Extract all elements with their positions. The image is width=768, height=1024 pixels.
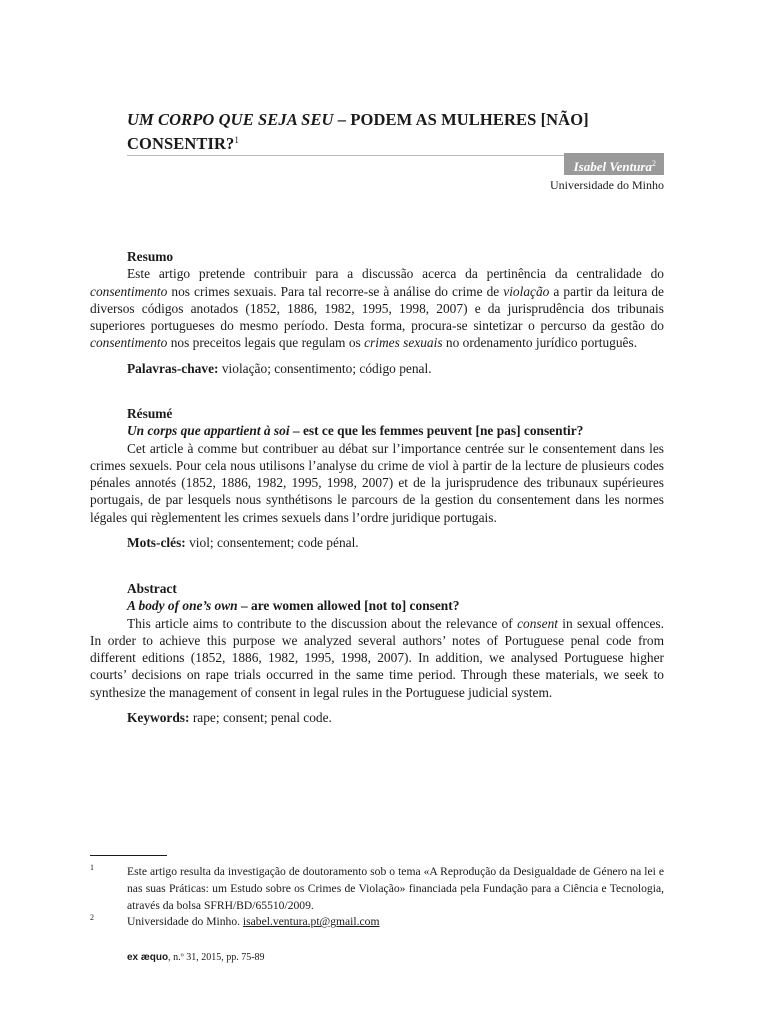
abstract-heading: Abstract [127, 581, 177, 596]
abstract-paragraph: This article aims to contribute to the discussion about the relevance of consent in sexual offences. In order to achieve this purpose we analyzed several authors’ notes of Portuguese penal code from different editions (1852, 1886, 1982, 1995, 1998, 2007). In addition, we analysed Portuguese higher courts’ decisions on rape trials occurred in the same time period. Through these materials, we seek to synthesize the management of consent in legal rules in the Portuguese judicial system. [90, 615, 664, 700]
abstract-keywords: Keywords: rape; consent; penal code. [127, 710, 332, 726]
article-title [127, 110, 667, 154]
resume-keywords: Mots-clés: viol; consentement; code pénal. [127, 535, 359, 551]
footnote-1-text: Este artigo resulta da investigação de doutoramento sob o tema «A Reprodução da Desigualdade de Género na lei e nas suas Práticas: um Estudo sobre os Crimes de Violação» financiada pela Fundação para a Ciência e Tecnologia, através da bolsa SFRH/BD/65510/2009. [127, 865, 664, 912]
title-footnote-ref[interactable]: 1 [234, 135, 239, 145]
footnote-2-text: Universidade do Minho. isabel.ventura.pt@gmail.com [127, 915, 380, 928]
resumo-heading: Resumo [127, 249, 174, 264]
footnote-1-number: 1 [90, 863, 94, 872]
author-email-link[interactable]: isabel.ventura.pt@gmail.com [242, 915, 380, 928]
resume-title: Un corps que appartient à soi – est ce que les femmes peuvent [ne pas] consentir? [127, 423, 584, 439]
resumo-keywords: Palavras-chave: violação; consentimento; código penal. [127, 360, 432, 376]
resume-section [90, 405, 664, 551]
journal-name: ex æquo [127, 952, 169, 963]
author-footnote-ref[interactable]: 2 [652, 159, 656, 168]
author-name: Isabel Ventura [573, 159, 652, 174]
footnote-divider [90, 855, 167, 856]
author-badge [564, 153, 664, 175]
footnote-1 [90, 863, 664, 914]
abstract-section [90, 580, 664, 726]
author-affiliation: Universidade do Minho [550, 178, 664, 192]
journal-citation [127, 952, 265, 964]
resumo-paragraph: Este artigo pretende contribuir para a discussão acerca da pertinência da centralidade do consentimento nos crimes sexuais. Para tal recorre-se à análise do crime de violação a partir da leitura de diversos códigos anotados (1852, 1886, 1982, 1995, 1998, 2007) e da jurisprudência dos tribunais superiores portugueses do mesmo período. Desta forma, procura-se sintetizar o percurso da gestão do consentimento nos preceitos legais que regulam os crimes sexuais no ordenamento jurídico português. [90, 266, 664, 351]
article-title-italic: UM CORPO QUE SEJA SEU [127, 110, 334, 129]
article-title-rest: – PODEM AS MULHERES [NÃO] CONSENTIR? [127, 110, 589, 153]
footnote-2 [90, 913, 664, 930]
resumo-section [90, 248, 664, 377]
abstract-title: A body of one’s own – are women allowed [not to] consent? [127, 598, 460, 614]
resume-heading: Résumé [127, 406, 173, 421]
footnote-2-number: 2 [90, 913, 94, 922]
citation-details: , n.º 31, 2015, pp. 75-89 [168, 952, 265, 963]
resume-paragraph: Cet article à comme but contribuer au débat sur l’importance centrée sur le consentement dans les crimes sexuels. Pour cela nous utilisons l’analyse du crime de viol à partir de la lecture de plusieurs codes pénales annotés (1852, 1886, 1982, 1995, 1998, 2007) et de la jurisprudence des tribunaux supérieures portugais, de par lesquels nous synthétisons le parcours de la gestion du consentement dans les normes légales qui règlementent les crimes sexuels dans l’ordre juridique portugais. [90, 440, 664, 525]
